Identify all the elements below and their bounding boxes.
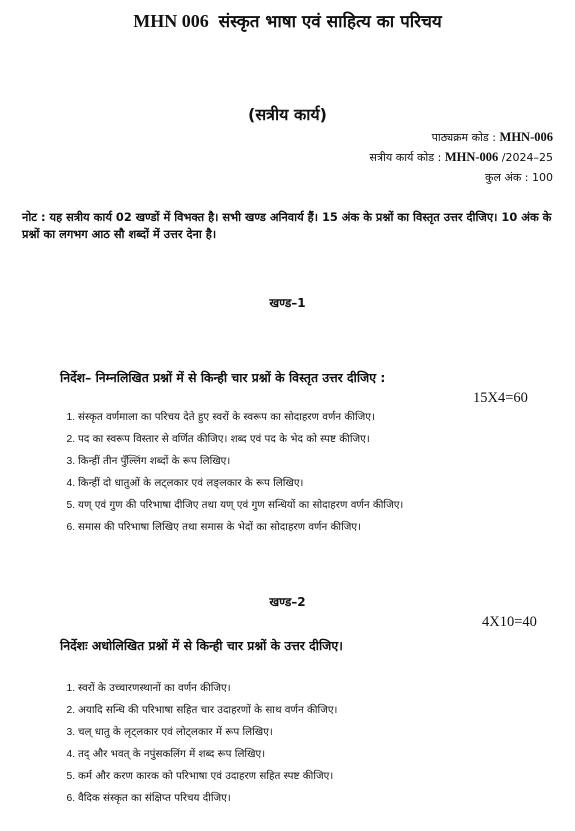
section-1-instruction: निर्देश– निम्नलिखित प्रश्नों में से किन्ही चार प्रश्नों के विस्तृत उत्तर दीजिए : — [60, 370, 386, 385]
course-code-label: पाठ्यक्रम कोड : — [431, 131, 497, 144]
assignment-code-label: सत्रीय कार्य कोड : — [369, 151, 442, 164]
course-code-line — [432, 130, 553, 145]
question-item: 2. पद का स्वरूप विस्तार से वर्णित कीजिए। शब्द एवं पद के भेद को स्पष्ट कीजिए। — [78, 428, 403, 450]
assignment-subtitle: (सत्रीय कार्य) — [248, 105, 327, 124]
course-title: संस्कृत भाषा एवं साहित्य का परिचय — [218, 12, 442, 32]
assignment-code-value: MHN-006 — [444, 150, 499, 164]
question-item: 4. किन्हीं दो धातुओं के लट्लकार एवं लङ्लकार के रूप लिखिए। — [78, 472, 403, 494]
question-item: 4. तद् और भवत् के नपुंसकलिंग में शब्द रूप लिखिए। — [78, 743, 337, 765]
question-item: 3. किन्हीं तीन पुँल्लिंग शब्दों के रूप लिखिए। — [78, 450, 403, 472]
assignment-code-line — [370, 150, 553, 165]
section-2-marks: 4X10=40 — [482, 614, 537, 630]
question-item: 1. स्वरों के उच्चारणस्थानों का वर्णन कीजिए। — [78, 677, 337, 699]
document-title — [0, 9, 575, 32]
course-code-value: MHN-006 — [499, 130, 553, 144]
section-2-heading: खण्ड–2 — [269, 595, 306, 609]
section-1-marks: 15X4=60 — [473, 390, 528, 406]
assignment-note: नोट : यह सत्रीय कार्य 02 खण्डों में विभक्त है। सभी खण्ड अनिवार्य हैं। 15 अंक के प्रश्नों का विस्तृत उत्तर दीजिए। 10 अंक के प्रश्नों का लगभग आठ सौ शब्दों में उत्तर देना है। — [22, 210, 552, 241]
question-item: 1. संस्कृत वर्णमाला का परिचय देते हुए स्वरों के स्वरूप का सोदाहरण वर्णन कीजिए। — [78, 406, 403, 428]
question-item: 6. समास की परिभाषा लिखिए तथा समास के भेदों का सोदाहरण वर्णन कीजिए। — [78, 516, 403, 538]
question-item: 3. चल् धातु के लृट्लकार एवं लोट्लकार में रूप लिखिए। — [78, 721, 337, 743]
section-2-instruction: निर्देशः अधोलिखित प्रश्नों में से किन्ही चार प्रश्नों के उत्तर दीजिए। — [60, 638, 343, 653]
question-item: 5. कर्म और करण कारक को परिभाषा एवं उदाहरण सहित स्पष्ट कीजिए। — [78, 765, 337, 787]
question-item: 5. यण् एवं गुण की परिभाषा दीजिए तथा यण् एवं गुण सन्धियों का सोदाहरण वर्णन कीजिए। — [78, 494, 403, 516]
assignment-code-year: /2024–25 — [501, 151, 553, 164]
section-2-questions — [60, 677, 337, 809]
section-1-heading: खण्ड–1 — [269, 296, 306, 310]
question-item: 6. वैदिक संस्कृत का संक्षिप्त परिचय दीजिए। — [78, 787, 337, 809]
course-code-title: MHN 006 — [133, 11, 209, 31]
question-item: 2. अयादि सन्धि की परिभाषा सहित चार उदाहरणों के साथ वर्णन कीजिए। — [78, 699, 337, 721]
section-1-questions — [60, 406, 403, 538]
total-marks: कुल अंक : 100 — [485, 171, 553, 184]
